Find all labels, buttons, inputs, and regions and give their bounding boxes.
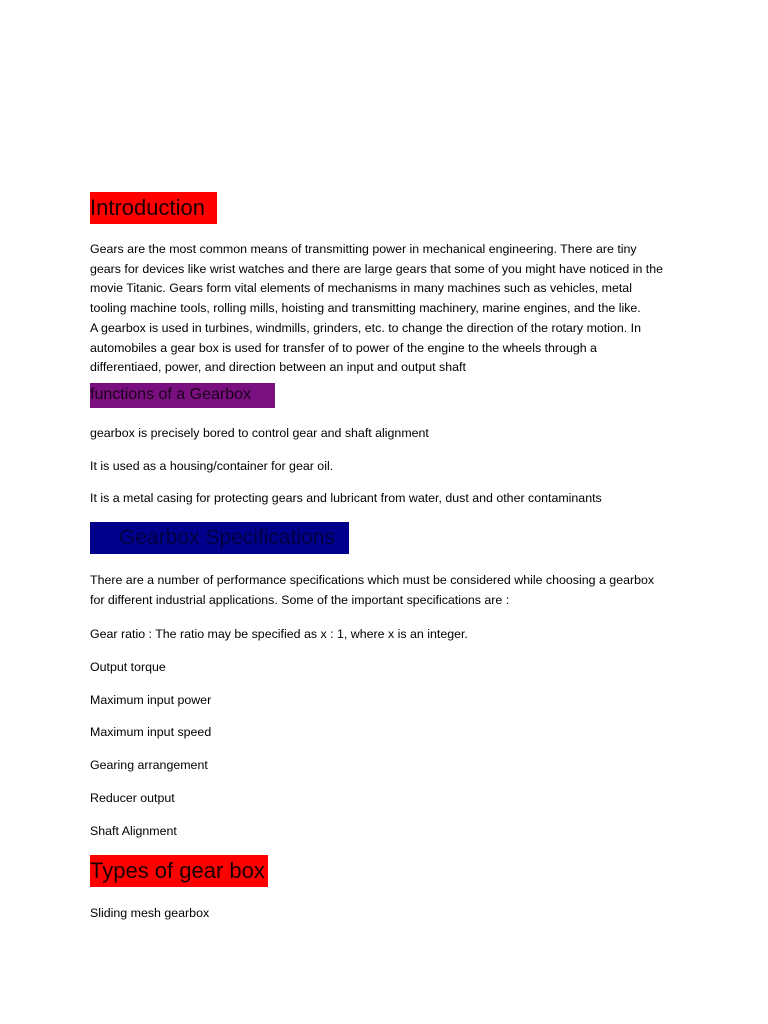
specification-item: Gear ratio : The ratio may be specified as x : 1, where x is an integer.: [90, 627, 468, 641]
heading-types: Types of gear box: [90, 855, 268, 887]
heading-specifications: Gearbox Specifications: [90, 522, 349, 554]
specification-item: Maximum input speed: [90, 725, 212, 739]
paragraph-line: A gearbox is used in turbines, windmills, grinders, etc. to change the direction of the rotary motion. In: [90, 320, 641, 335]
paragraph-line: tooling machine tools, rolling mills, hoisting and transmitting machinery, marine engines, and the like.: [90, 301, 641, 316]
function-item: It is used as a housing/container for gear oil.: [90, 459, 334, 473]
heading-functions: functions of a Gearbox: [90, 383, 275, 408]
function-item: It is a metal casing for protecting gears and lubricant from water, dust and other contaminants: [90, 491, 602, 505]
introduction-paragraph: [90, 240, 690, 378]
specification-item: Output torque: [90, 660, 166, 674]
paragraph-line: for different industrial applications. Some of the important specifications are :: [90, 592, 510, 607]
paragraph-line: There are a number of performance specifications which must be considered while choosing a gearbox: [90, 573, 655, 587]
paragraph-line: differentiaed, power, and direction between an input and output shaft: [90, 360, 466, 375]
specification-item: Maximum input power: [90, 693, 212, 707]
specifications-intro: [90, 571, 690, 610]
paragraph-line: automobiles a gear box is used for transfer of to power of the engine to the wheels through a: [90, 340, 597, 355]
specification-item: Gearing arrangement: [90, 758, 208, 772]
paragraph-line: gears for devices like wrist watches and there are large gears that some of you might have noticed in the: [90, 261, 664, 276]
specification-item: Reducer output: [90, 791, 175, 805]
heading-introduction: Introduction: [90, 192, 217, 224]
type-item: Sliding mesh gearbox: [90, 906, 210, 920]
paragraph-line: Gears are the most common means of transmitting power in mechanical engineering. There are tiny: [90, 242, 637, 256]
paragraph-line: movie Titanic. Gears form vital elements of mechanisms in many machines such as vehicles, metal: [90, 281, 632, 296]
function-item: gearbox is precisely bored to control gear and shaft alignment: [90, 426, 429, 440]
specification-item: Shaft Alignment: [90, 824, 177, 838]
